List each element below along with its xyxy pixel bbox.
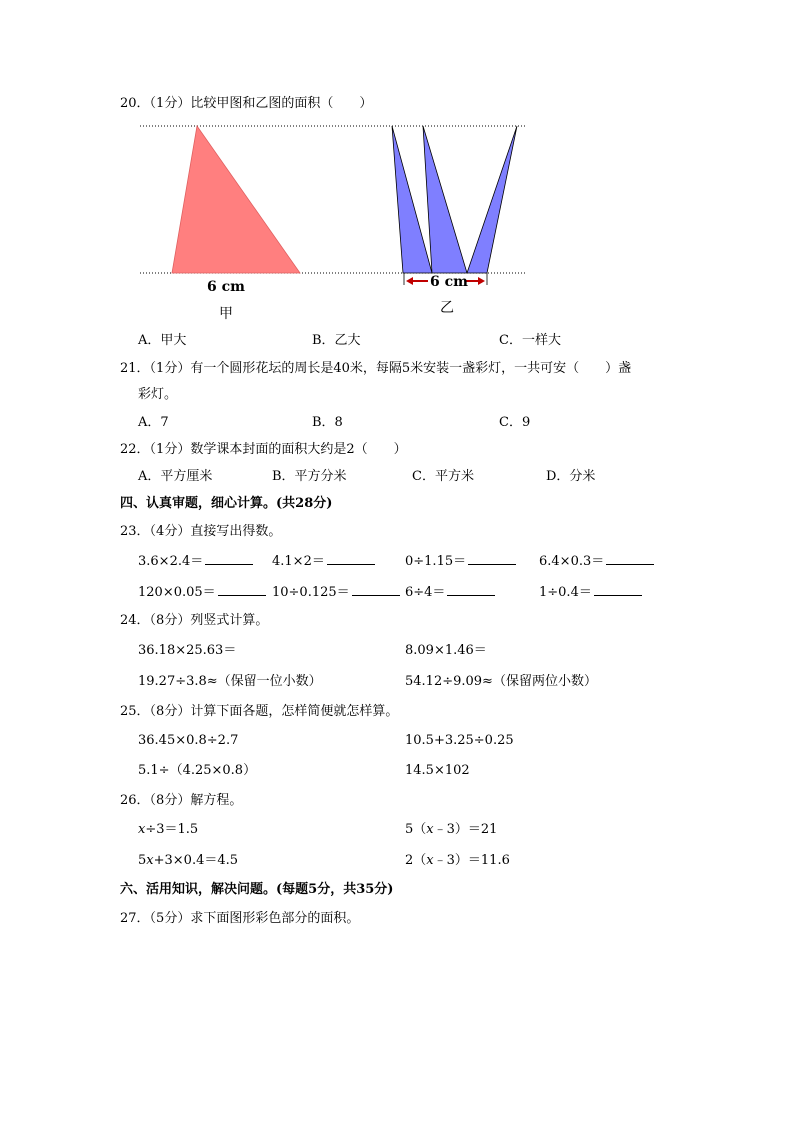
q22-option-a[interactable]: A．平方厘米 (138, 469, 213, 484)
q20-text: 20．（1分）比较甲图和乙图的面积（ ） (120, 96, 373, 111)
q23-item: 10÷0.125＝ (272, 583, 400, 602)
triangle-yi-2 (423, 126, 467, 273)
dim-arrowhead-left (406, 277, 413, 285)
q21-option-b[interactable]: B．8 (312, 415, 343, 430)
answer-blank[interactable] (218, 583, 266, 596)
q23-item: 0÷1.15＝ (405, 552, 516, 571)
q21-text: 21．（1分）有一个圆形花坛的周长是40米，每隔5米安装一盏彩灯，一共可安（ ）盏 (120, 361, 632, 376)
q25-item: 5.1÷（4.25×0.8） (138, 763, 257, 778)
q22-option-d[interactable]: D．分米 (546, 469, 596, 484)
q23-item: 6÷4＝ (405, 583, 495, 602)
q24-item: 8.09×1.46＝ (405, 643, 487, 658)
triangle-yi-3 (467, 126, 517, 273)
q20-option-c[interactable]: C．一样大 (499, 333, 561, 348)
q25-text: 25．（8分）计算下面各题，怎样简便就怎样算。 (120, 704, 399, 719)
q26-equation: 5（x﹣3）＝21 (405, 822, 498, 837)
answer-blank[interactable] (606, 552, 654, 565)
q27-text: 27．（5分）求下面图形彩色部分的面积。 (120, 911, 360, 926)
answer-blank[interactable] (327, 552, 375, 565)
q23-item: 6.4×0.3＝ (539, 552, 654, 571)
fig-a-dimension: 6 cm (207, 279, 245, 295)
answer-blank[interactable] (447, 583, 495, 596)
fig-b-label: 乙 (440, 300, 454, 316)
q24-text: 24．（8分）列竖式计算。 (120, 613, 269, 628)
q24-item: 36.18×25.63＝ (138, 643, 237, 658)
q24-item: 54.12÷9.09≈（保留两位小数） (405, 674, 597, 689)
q20-option-b[interactable]: B．乙大 (312, 333, 361, 348)
q26-text: 26．（8分）解方程。 (120, 793, 243, 808)
q20-figure (0, 115, 794, 355)
fig-b-dimension: 6 cm (430, 274, 468, 290)
q23-item: 1÷0.4＝ (539, 583, 642, 602)
q26-equation: x÷3＝1.5 (138, 822, 199, 837)
dim-arrowhead-right (478, 277, 485, 285)
q23-item: 3.6×2.4＝ (138, 552, 253, 571)
q24-item: 19.27÷3.8≈（保留一位小数） (138, 674, 322, 689)
q23-text: 23．（4分）直接写出得数。 (120, 524, 282, 539)
q25-item: 10.5+3.25÷0.25 (405, 733, 514, 748)
answer-blank[interactable] (205, 552, 253, 565)
fig-a-label: 甲 (219, 306, 233, 322)
answer-blank[interactable] (468, 552, 516, 565)
q25-item: 36.45×0.8÷2.7 (138, 733, 239, 748)
q22-text: 22．（1分）数学课本封面的面积大约是2（ ） (120, 442, 407, 457)
answer-blank[interactable] (594, 583, 642, 596)
q21-option-c[interactable]: C．9 (499, 415, 531, 430)
section-4-heading: 四、认真审题，细心计算。(共28分) (120, 496, 333, 511)
triangle-jia (172, 126, 300, 273)
q21-text-cont: 彩灯。 (138, 387, 178, 402)
q26-equation: 5x+3×0.4＝4.5 (138, 853, 239, 868)
q23-item: 120×0.05＝ (138, 583, 266, 602)
q23-item: 4.1×2＝ (272, 552, 375, 571)
answer-blank[interactable] (352, 583, 400, 596)
q25-item: 14.5×102 (405, 763, 470, 778)
q26-equation: 2（x﹣3）＝11.6 (405, 853, 510, 868)
q22-option-c[interactable]: C．平方米 (412, 469, 474, 484)
q20-option-a[interactable]: A．甲大 (138, 333, 187, 348)
q21-option-a[interactable]: A．7 (138, 415, 169, 430)
q22-option-b[interactable]: B．平方分米 (272, 469, 347, 484)
section-6-heading: 六、活用知识，解决问题。(每题5分，共35分) (120, 882, 394, 897)
